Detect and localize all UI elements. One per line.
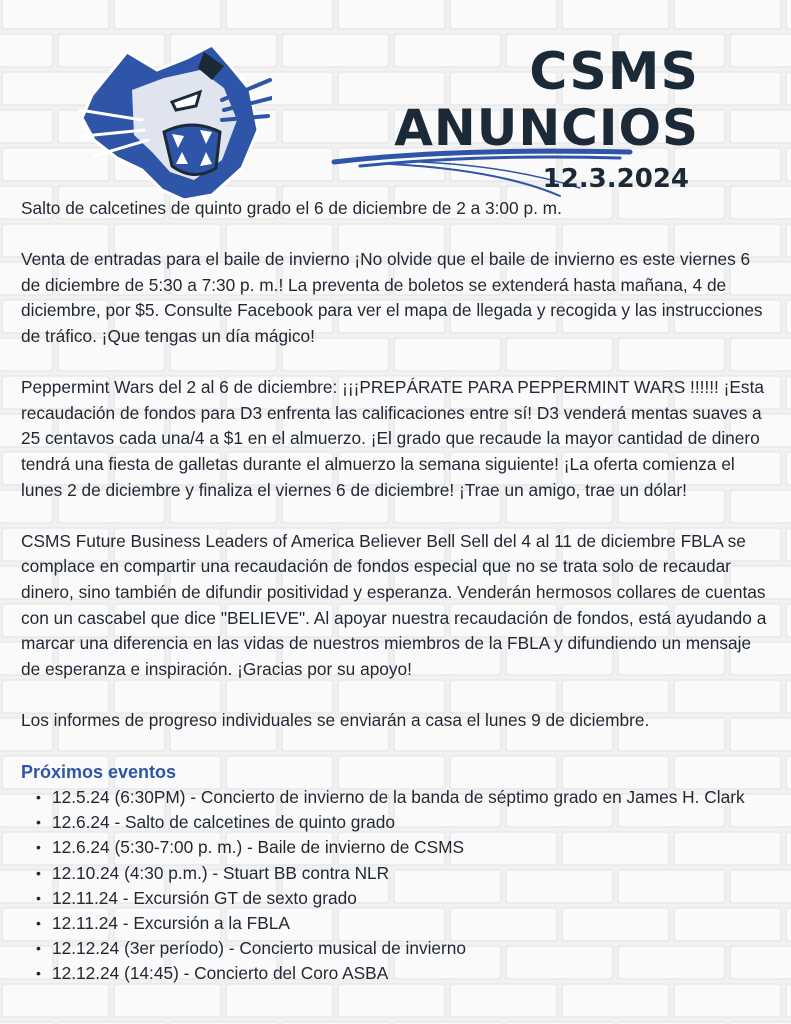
announcement-fbla-bell-sell: CSMS Future Business Leaders of America Believer Bell Sell del 4 al 11 de diciembre FBLA se complace en compartir una recaudación de fondos especial que no se trata solo de recaudar dinero, sino también de difundir positividad y esperanza. Venderán hermosos collares de cuentas con un cascabel que dice "BELIEVE". Al apoyar nuestra recaudación de fondos, está ayudando a marcar una diferencia en las vidas de nuestros miembros de la FBLA y difundiendo un mensaje de esperanza e inspiración. ¡Gracias por su apoyo! [21,530,767,679]
announcements-body [21,196,771,987]
announcement-progress-reports: Los informes de progreso individuales se enviarán a casa el lunes 9 de diciembre. [21,709,650,730]
event-item: • 12.5.24 (6:30PM) - Concierto de invierno de la banda de séptimo grado en James H. Clark [52,785,771,810]
wildcat-mascot-icon [72,40,272,200]
header [0,0,791,200]
event-item: • 12.11.24 - Excursión a la FBLA [52,911,771,936]
title-line-1: CSMS [529,42,699,102]
event-item: • 12.6.24 - Salto de calcetines de quinto grado [52,810,771,835]
upcoming-events-list [21,785,771,987]
title-line-2: ANUNCIOS [394,99,699,157]
event-item: • 12.12.24 (14:45) - Concierto del Coro ASBA [52,961,771,986]
issue-date: 12.3.2024 [542,164,689,194]
event-item: • 12.10.24 (4:30 p.m.) - Stuart BB contra NLR [52,861,771,886]
announcement-sock-hop: Salto de calcetines de quinto grado el 6 de diciembre de 2 a 3:00 p. m. [21,198,562,218]
event-item: • 12.12.24 (3er período) - Concierto musical de invierno [52,936,771,961]
upcoming-events-heading: Próximos eventos [21,762,177,783]
event-item: • 12.6.24 (5:30-7:00 p. m.) - Baile de invierno de CSMS [52,835,771,860]
announcement-winter-dance: Venta de entradas para el baile de invierno ¡No olvide que el baile de invierno es este viernes 6 de diciembre de 5:30 a 7:30 p. m.! La preventa de boletos se extenderá hasta mañana, 4 de diciembre, por $5. Consulte Facebook para ver el mapa de llegada y recogida y las instrucciones de tráfico. ¡Que tengas un día mágico! [21,249,763,346]
event-item: • 12.11.24 - Excursión GT de sexto grado [52,886,771,911]
announcement-peppermint-wars: Peppermint Wars del 2 al 6 de diciembre: ¡¡¡PREPÁRATE PARA PEPPERMINT WARS !!!!!! ¡Esta recaudación de fondos para D3 enfrenta las calificaciones entre sí! D3 venderá mentas suaves a 25 centavos cada una/4 a $1 en el almuerzo. ¡El grado que recaude la mayor cantidad de dinero tendrá una fiesta de galletas durante el almuerzo la semana siguiente! ¡La oferta comienza el lunes 2 de diciembre y finaliza el viernes 6 de diciembre! ¡Trae un amigo, trae un dólar! [21,377,764,500]
